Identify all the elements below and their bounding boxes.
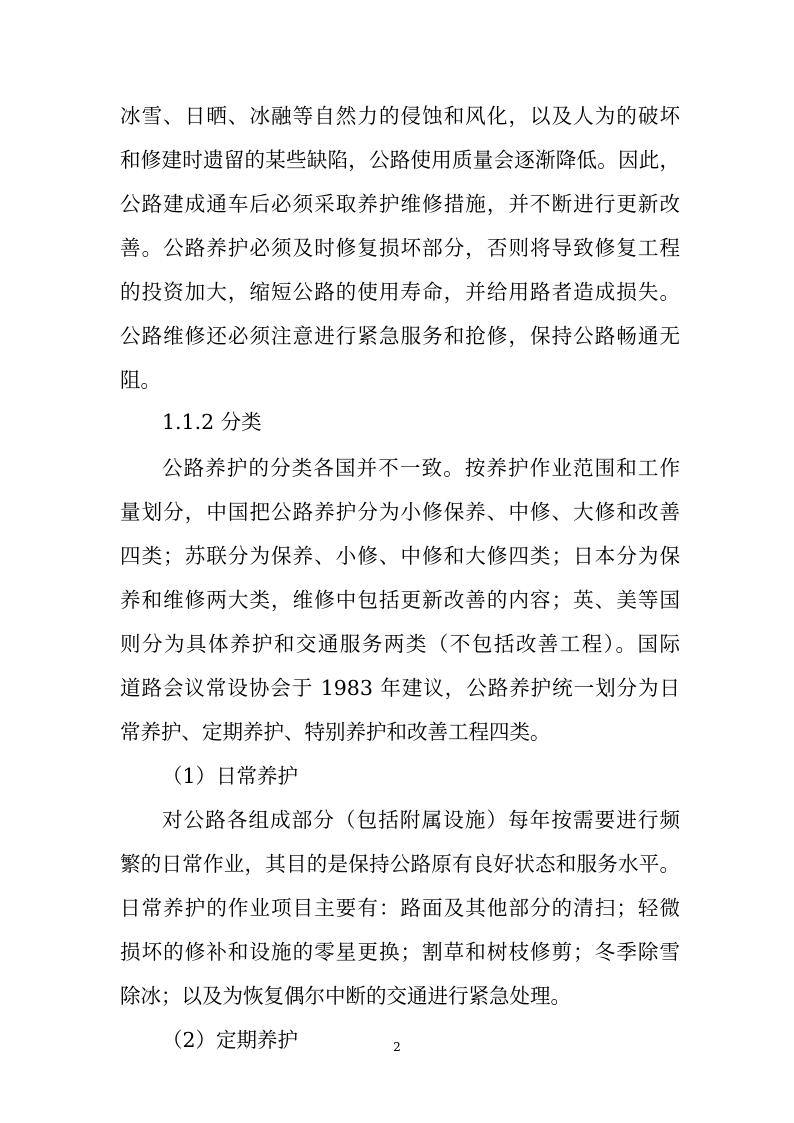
- body-text-line: 则分为具体养护和交通服务两类（不包括改善工程）。国际: [120, 632, 680, 656]
- section-heading: 1.1.2 分类: [162, 410, 262, 434]
- body-text-line: 量划分，中国把公路养护分为小修保养、中修、大修和改善: [120, 500, 680, 524]
- body-text-line: 道路会议常设协会于 1983 年建议，公路养护统一划分为日: [120, 676, 680, 700]
- body-text-line: 冰雪、日晒、冰融等自然力的侵蚀和风化，以及人为的破坏: [120, 104, 680, 128]
- body-text-line: 和修建时遗留的某些缺陷，公路使用质量会逐渐降低。因此，: [120, 148, 680, 172]
- body-text-line: 常养护、定期养护、特别养护和改善工程四类。: [120, 720, 551, 744]
- body-text-line: 公路建成通车后必须采取养护维修措施，并不断进行更新改: [120, 192, 680, 216]
- subsection-heading: （2）定期养护: [162, 1028, 299, 1052]
- body-text-line: 繁的日常作业，其目的是保持公路原有良好状态和服务水平。: [120, 852, 680, 876]
- body-text-line: 四类；苏联分为保养、小修、中修和大修四类；日本分为保: [120, 544, 680, 568]
- body-text-line: 的投资加大，缩短公路的使用寿命，并给用路者造成损失。: [120, 280, 680, 304]
- page-number: 2: [393, 1040, 401, 1054]
- body-text-line: 公路养护的分类各国并不一致。按养护作业范围和工作: [162, 456, 680, 480]
- body-text-line: 善。公路养护必须及时修复损坏部分，否则将导致修复工程: [120, 236, 680, 260]
- body-text-line: 公路维修还必须注意进行紧急服务和抢修，保持公路畅通无: [120, 324, 680, 348]
- body-text-line: 阻。: [120, 368, 161, 392]
- body-text-line: 损坏的修补和设施的零星更换；割草和树枝修剪；冬季除雪: [120, 940, 680, 964]
- body-text-line: 除冰；以及为恢复偶尔中断的交通进行紧急处理。: [120, 984, 571, 1008]
- body-text-line: 对公路各组成部分（包括附属设施）每年按需要进行频: [162, 808, 680, 832]
- body-text-line: 养和维修两大类，维修中包括更新改善的内容；英、美等国: [120, 588, 680, 612]
- body-text-line: 日常养护的作业项目主要有：路面及其他部分的清扫；轻微: [120, 896, 680, 920]
- subsection-heading: （1）日常养护: [162, 764, 299, 788]
